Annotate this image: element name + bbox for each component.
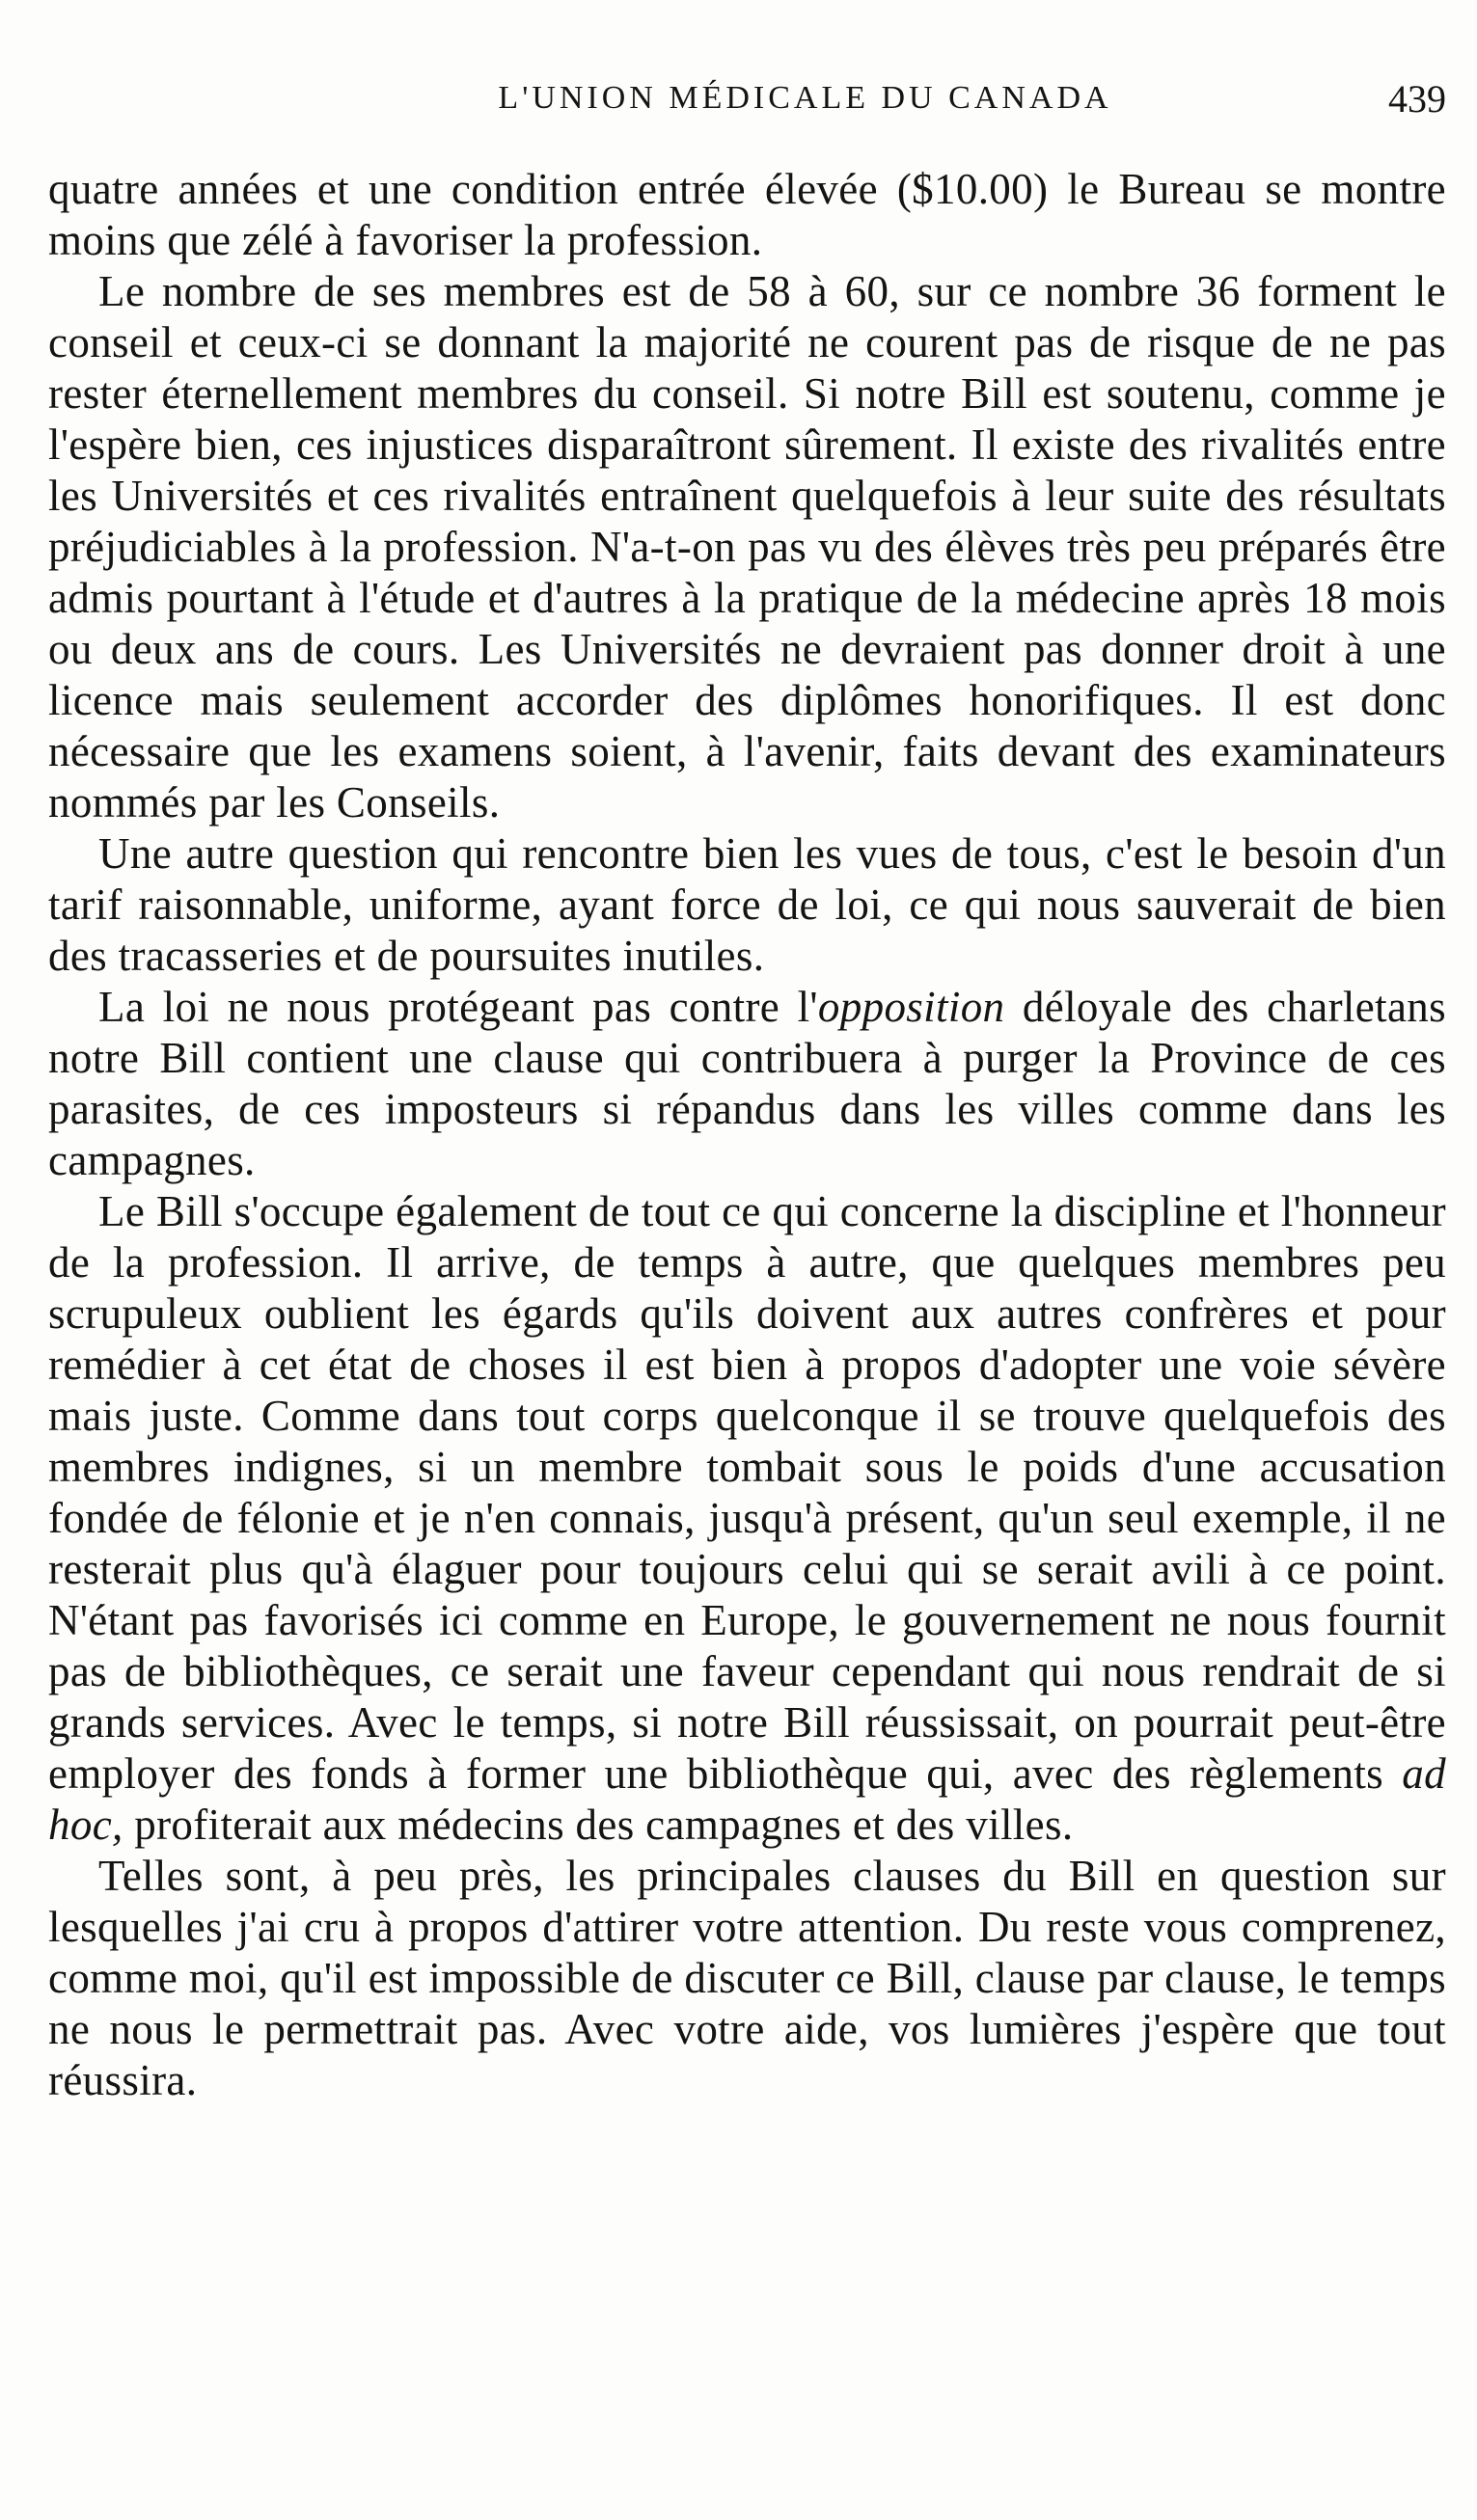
emphasis-opposition: opposition bbox=[817, 983, 1005, 1031]
paragraph-discipline-part-1: Le Bill s'occupe également de tout ce qui concerne la discipline et l'honneur de la profession. Il arrive, de temps à autre, que quelques membres peu scrupuleux oublient les égards qu'ils doivent aux autres confrères et pour remédier à cet état de choses il est bien à propos d'adopter une voie sévère mais juste. Comme dans tout corps quelconque il se trouve quelquefois des membres indignes, si un membre tombait sous le poids d'une accusation fondée de félonie et je n'en connais, jusqu'à présent, qu'un seul exemple, il ne resterait plus qu'à élaguer pour toujours celui qui se serait avili à ce point. N'étant pas favorisés ici comme en Europe, le gouvernement ne nous fournit pas de bibliothèques, ce serait une faveur cependant qui nous rendrait de si grands services. Avec le temps, si notre Bill réussissait, on pourrait peut-être employer des fonds à former une bibliothèque qui, avec des règlements bbox=[48, 1187, 1446, 1798]
paragraph-charlatans bbox=[48, 982, 1446, 1186]
emphasis-ad-hoc: ad hoc, bbox=[48, 1749, 1446, 1849]
paragraph-discipline-and-library bbox=[48, 1186, 1446, 1851]
paragraph-charlatans-part-1: La loi ne nous protégeant pas contre l' bbox=[98, 983, 818, 1031]
paragraph-members-and-universities: Le nombre de ses membres est de 58 à 60, sur ce nombre 36 forment le conseil et ceux-ci se donnant la majorité ne courent pas de risque de ne pas rester éternellement membres du conseil. Si notre Bill est soutenu, comme je l'espère bien, ces injustices disparaîtront sûrement. Il existe des rivalités entre les Universités et ces rivalités entraînent quelquefois à leur suite des résultats préjudiciables à la profession. N'a-t-on pas vu des élèves très peu préparés être admis pourtant à l'étude et d'autres à la pratique de la médecine après 18 mois ou deux ans de cours. Les Universités ne devraient pas donner droit à une licence mais seulement accorder des diplômes honorifiques. Il est donc nécessaire que les examens soient, à l'avenir, faits devant des examinateurs nommés par les Conseils. bbox=[48, 267, 1446, 826]
paragraph-conclusion: Telles sont, à peu près, les principales clauses du Bill en question sur lesquelles j'ai cru à propos d'attirer votre attention. Du reste vous comprenez, comme moi, qu'il est impossible de discuter ce Bill, clause par clause, le temps ne nous le permettrait pas. Avec votre aide, vos lumières j'espère que tout réussira. bbox=[48, 1852, 1446, 2104]
paragraph-continuation: quatre années et une condition entrée élevée ($10.00) le Bureau se montre moins que zélé à favoriser la profession. bbox=[48, 165, 1446, 264]
page-number: 439 bbox=[1388, 76, 1446, 121]
paragraph-discipline-part-2: profiterait aux médecins des campagnes et des villes. bbox=[123, 1801, 1074, 1849]
article-body bbox=[48, 164, 1446, 2106]
page-header bbox=[48, 69, 1446, 127]
paragraph-charlatans-part-2: déloyale des charletans notre Bill contient une clause qui contribuera à purger la Province de ces parasites, de ces imposteurs si répandus dans les villes comme dans les campagnes. bbox=[48, 983, 1446, 1184]
running-title: L'UNION MÉDICALE DU CANADA bbox=[498, 80, 1112, 116]
paragraph-tariff: Une autre question qui rencontre bien les vues de tous, c'est le besoin d'un tarif raisonnable, uniforme, ayant force de loi, ce qui nous sauverait de bien des tracasseries et de poursuites inutiles. bbox=[48, 829, 1446, 980]
